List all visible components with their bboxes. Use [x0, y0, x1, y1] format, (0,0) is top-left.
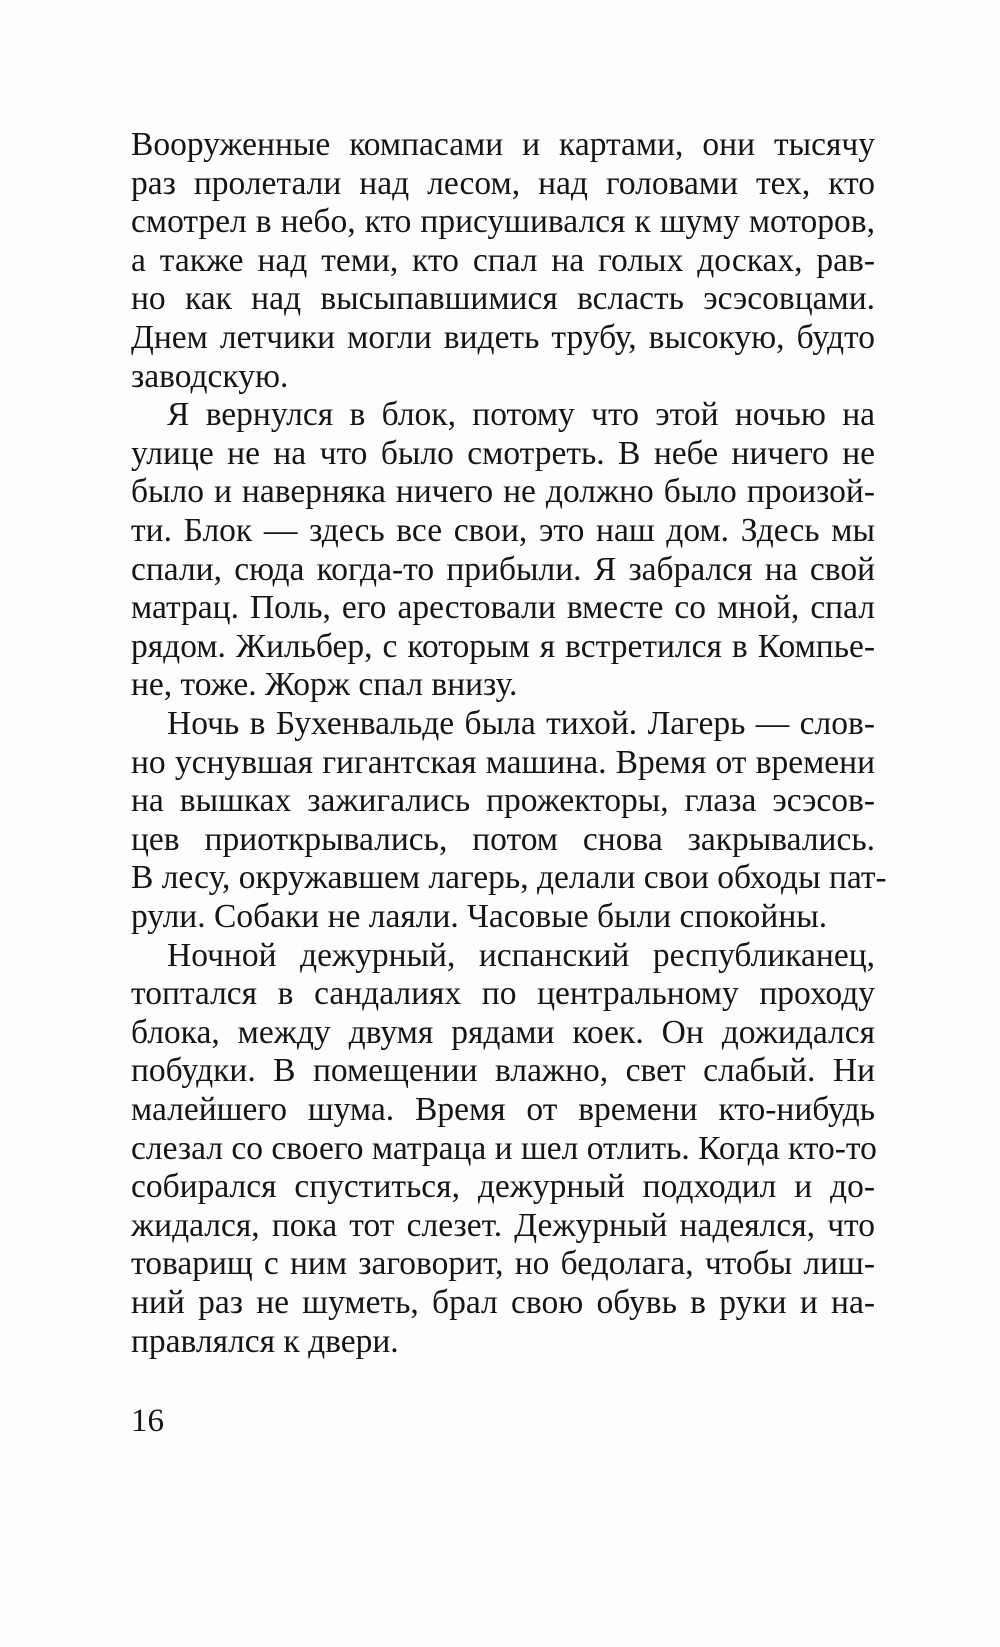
text-line: слезал со своего матраца и шел отлить. Когда кто-то [131, 1129, 877, 1167]
text-line: не, тоже. Жорж спал внизу. [131, 666, 518, 704]
text-line: матрац. Поль, его арестовали вместе со мной, спал [131, 589, 875, 627]
text-line: малейшего шума. Время от времени кто-нибудь [131, 1091, 875, 1128]
text-line: улице не на что было смотреть. В небе ничего не [131, 434, 875, 472]
page-number: 16 [131, 1403, 164, 1440]
text-line: смотрел в небо, кто присушивался к шуму моторов, [131, 203, 875, 241]
text-line: раз пролетали над лесом, над головами тех, кто [131, 164, 875, 202]
text-line: Я вернулся в блок, потому что этой ночью на [167, 396, 875, 434]
text-line: побудки. В помещении влажно, свет слабый. Ни [131, 1052, 875, 1090]
text-line: было и наверняка ничего не должно было произой- [131, 473, 875, 511]
text-line: рядом. Жильбер, с которым я встретился в Компье- [131, 627, 875, 665]
text-line: Днем летчики могли видеть трубу, высокую, будто [131, 319, 875, 356]
text-line: но уснувшая гигантская машина. Время от времени [131, 743, 875, 781]
text-line: цев приоткрывались, потом снова закрывались. [131, 820, 875, 858]
text-line: спали, сюда когда-то прибыли. Я забрался на свой [131, 550, 875, 588]
text-line: а также над теми, кто спал на голых досках, рав- [131, 241, 875, 279]
text-line: Вооруженные компасами и картами, они тысячу [131, 126, 875, 163]
text-line: но как над высыпавшимися всласть эсэсовцами. [131, 280, 875, 318]
text-line: Ночь в Бухенвальде была тихой. Лагерь — слов- [167, 705, 875, 742]
text-line: собирался спуститься, дежурный подходил и до- [131, 1168, 875, 1206]
text-line: заводскую. [131, 357, 289, 395]
text-line: товарищ с ним заговорит, но бедолага, чтобы лиш- [131, 1245, 875, 1283]
text-line: жидался, пока тот слезет. Дежурный надеялся, что [131, 1206, 875, 1244]
text-line: правлялся к двери. [131, 1322, 399, 1360]
text-line: топтался в сандалиях по центральному проходу [131, 975, 875, 1013]
text-line: ний раз не шуметь, брал свою обувь в руки и на- [131, 1284, 875, 1321]
text-line: блока, между двумя рядами коек. Он дожидался [131, 1013, 875, 1051]
text-line: рули. Собаки не лаяли. Часовые были спокойны. [131, 898, 828, 935]
text-line: В лесу, окружавшем лагерь, делали свои обходы пат- [131, 859, 887, 897]
text-line: ти. Блок — здесь все свои, это наш дом. Здесь мы [131, 512, 875, 549]
text-line: на вышках зажигались прожекторы, глаза эсэсов- [131, 782, 875, 820]
text-line: Ночной дежурный, испанский республиканец, [167, 936, 875, 974]
